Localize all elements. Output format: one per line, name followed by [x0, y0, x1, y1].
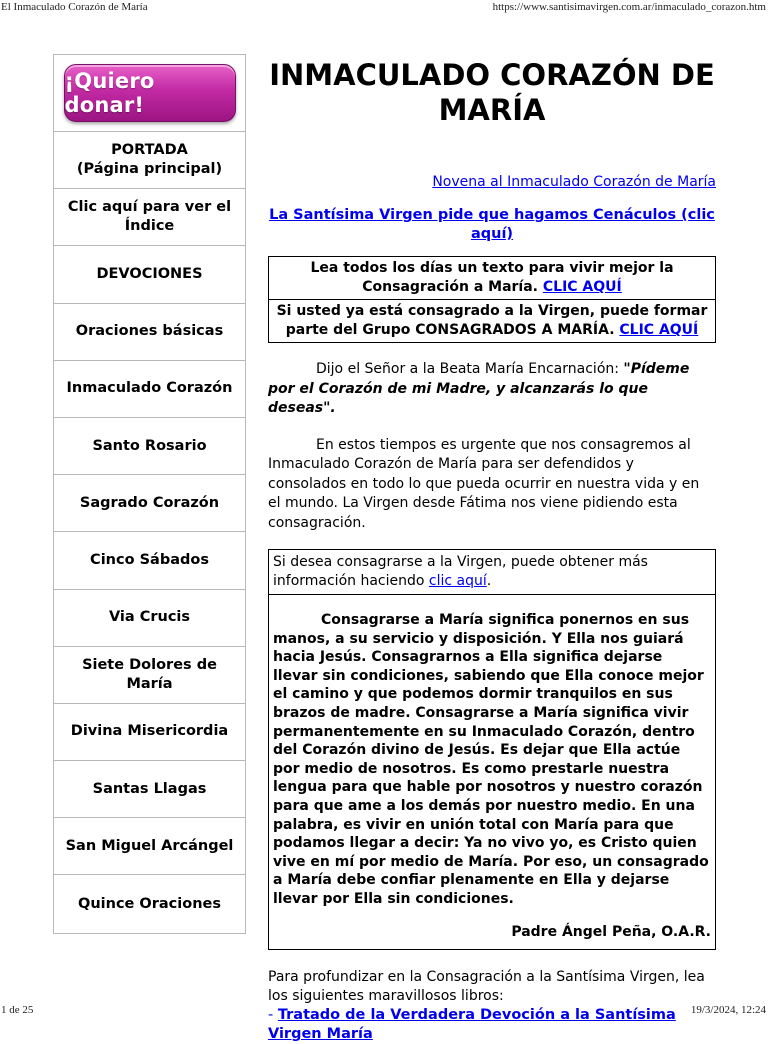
sidebar-item-label: Santas Llagas	[92, 780, 207, 797]
donate-cell	[54, 55, 245, 132]
sidebar-item-label: Oraciones básicas	[75, 323, 224, 340]
sidebar-item-label: Clic aquí para ver el Índice	[67, 199, 232, 235]
sidebar-nav	[54, 132, 245, 933]
urgent-text: En estos tiempos es urgente que nos consagremos al Inmaculado Corazón de María para ser defendidos y consolados en todo lo que pueda ocurrir en nuestra vida y en el mundo. La Virgen desde Fátima nos viene pidiendo esta consagración.	[268, 436, 700, 531]
info-link[interactable]: clic aquí	[428, 573, 487, 589]
consagracion-box	[268, 256, 716, 343]
novena-link-row	[268, 174, 716, 190]
sidebar-item-label: PORTADA (Página principal)	[76, 142, 223, 178]
sidebar-item-7[interactable]	[54, 532, 245, 589]
group-text: Si usted ya está consagrado a la Virgen, puede formar parte del Grupo CONSAGRADOS A MARÍA.	[276, 303, 708, 338]
print-url: https://www.santisimavirgen.com.ar/inmaculado_corazon.htm	[492, 1, 766, 13]
sidebar-item-label: Cinco Sábados	[90, 551, 209, 568]
sidebar-item-13[interactable]	[54, 875, 245, 932]
book-link[interactable]: Tratado de la Verdadera Devoción a la Santísima Virgen María	[268, 1007, 676, 1043]
sidebar-item-label: Santo Rosario	[92, 437, 207, 454]
donate-button[interactable]: ¡Quiero donar!	[64, 64, 236, 122]
sidebar-item-1[interactable]	[54, 189, 245, 246]
sidebar-item-label: San Miguel Arcángel	[65, 837, 234, 854]
info-row	[269, 550, 715, 595]
sidebar-item-12[interactable]	[54, 818, 245, 875]
sidebar-item-6[interactable]	[54, 475, 245, 532]
consagrarse-body	[269, 595, 715, 949]
cenaculos-link[interactable]: La Santísima Virgen pide que hagamos Cenáculos (clic aquí)	[269, 207, 715, 242]
sidebar-item-3[interactable]	[54, 304, 245, 361]
cenaculos-link-row	[268, 206, 716, 244]
quote-paragraph	[268, 360, 716, 419]
sidebar-item-label: Quince Oraciones	[78, 895, 221, 912]
sidebar-item-9[interactable]	[54, 647, 245, 704]
urgent-paragraph	[268, 436, 716, 534]
book-dash: -	[268, 1007, 278, 1024]
consagrarse-text: Consagrarse a María significa ponernos en sus manos, a su servicio y disposición. Y Ella nos guiará hacia Jesús. Consagrarnos a Ella significa dejarse llevar sin condiciones, sabiendo que Ella conoce mejor el camino y que podemos dormir tranquilos en sus brazos de madre. Consagrarse a María significa vivir permanentemente en su Inmaculado Corazón, dentro del Corazón divino de Jesús. Es dejar que Ella actúe por medio de nosotros. Es como prestarle nuestra lengua para que hable por nosotros y nuestro corazón para que ame a los demás por nuestro medio. En una palabra, es vivir en unión total con María para que podamos llegar a decir: Ya no vivo yo, es Cristo quien vive en mí por medio de María. Por eso, un consagrado a María debe confiar plenamente en Ella y dejarse llevar por Ella sin condiciones.	[273, 612, 709, 907]
quote-intro: Dijo el Señor a la Beata María Encarnación:	[316, 361, 624, 377]
sidebar-item-2[interactable]	[54, 246, 245, 303]
info-end: .	[486, 573, 492, 589]
sidebar-item-11[interactable]	[54, 761, 245, 818]
daily-text-row	[269, 257, 715, 299]
print-header	[0, 1, 768, 17]
sidebar	[53, 54, 246, 934]
sidebar-item-label: Inmaculado Corazón	[66, 380, 233, 397]
signature: Padre Ángel Peña, O.A.R.	[511, 923, 711, 940]
group-row	[269, 299, 715, 342]
daily-text: Lea todos los días un texto para vivir mejor la Consagración a María.	[310, 260, 674, 295]
print-page-number: 1 de 25	[1, 1004, 34, 1016]
info-text: Si desea consagrarse a la Virgen, puede obtener más información haciendo	[273, 554, 648, 589]
novena-link[interactable]: Novena al Inmaculado Corazón de María	[432, 174, 716, 190]
sidebar-item-label: Via Crucis	[108, 609, 191, 626]
sidebar-item-label: Divina Misericordia	[70, 723, 229, 740]
consagrarse-box	[268, 549, 716, 950]
page-title: INMACULADO CORAZÓN DE MARÍA	[269, 58, 715, 127]
print-page-title: El Inmaculado Corazón de María	[1, 1, 148, 13]
quote-text: "Pídeme por el Corazón de mi Madre, y alcanzarás lo que deseas".	[268, 361, 690, 416]
sidebar-item-label: DEVOCIONES	[96, 265, 203, 282]
sidebar-item-4[interactable]	[54, 361, 245, 418]
sidebar-item-10[interactable]	[54, 704, 245, 761]
sidebar-item-5[interactable]	[54, 418, 245, 475]
sidebar-item-0[interactable]	[54, 132, 245, 189]
print-footer	[0, 1004, 768, 1020]
print-datetime: 19/3/2024, 12:24	[690, 1004, 766, 1016]
main-content	[268, 54, 716, 1044]
sidebar-item-label: Siete Dolores de María	[82, 656, 217, 692]
books-intro: Para profundizar en la Consagración a la Santísima Virgen, lea los siguientes maravillosos libros:	[268, 969, 705, 1005]
sidebar-item-label: Sagrado Corazón	[79, 494, 220, 511]
daily-text-link[interactable]: CLIC AQUÍ	[542, 279, 622, 295]
group-link[interactable]: CLIC AQUÍ	[619, 322, 699, 338]
sidebar-item-8[interactable]	[54, 590, 245, 647]
